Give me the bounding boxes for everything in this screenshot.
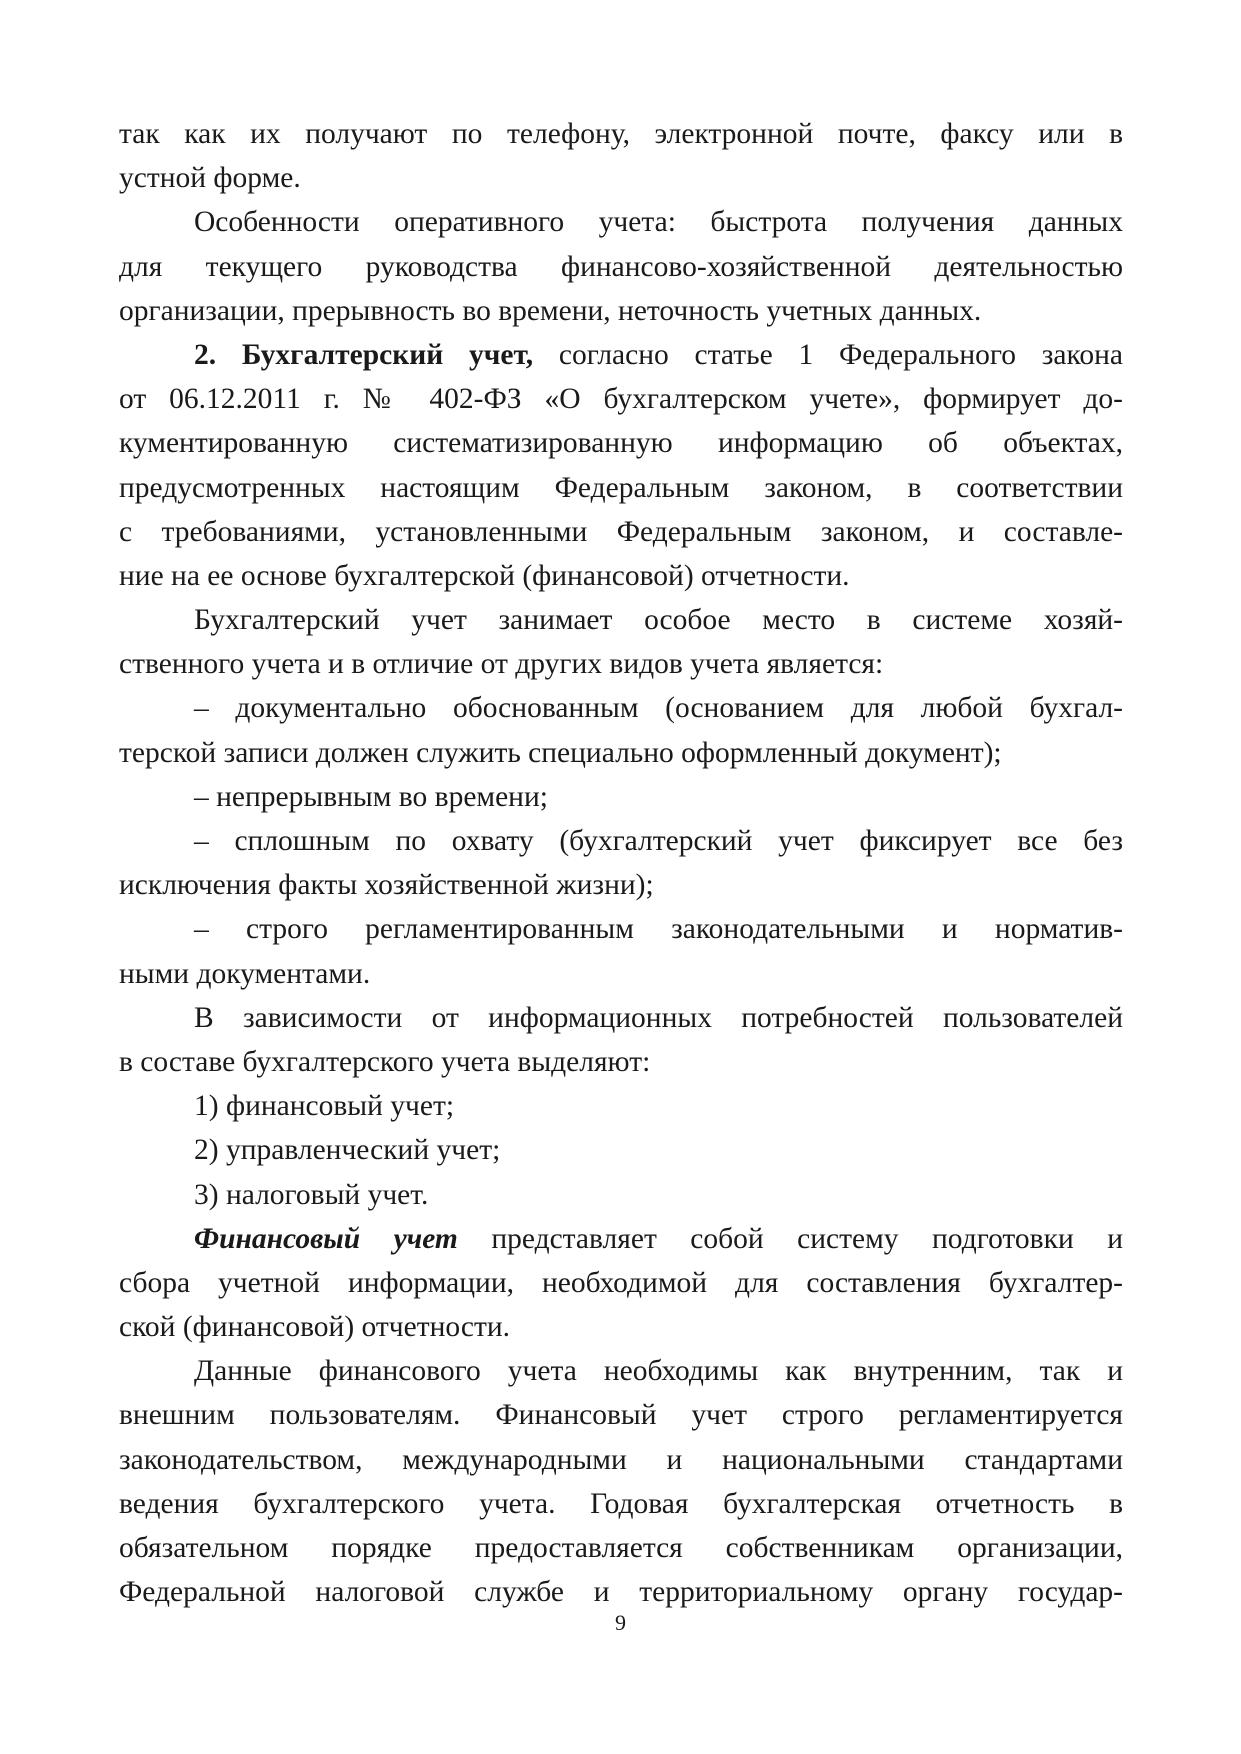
text-line	[119, 1217, 1123, 1261]
text-line: внешним пользователям. Финансовый учет строго регламентируется	[119, 1399, 1123, 1432]
text-line: Бухгалтерский учет занимает особое место в системе хозяй-	[194, 604, 1123, 637]
text-line: терской записи должен служить специально оформленный документ);	[119, 736, 1002, 769]
text-line: ными документами.	[119, 957, 371, 990]
text-line: ведения бухгалтерского учета. Годовая бухгалтерская отчетность в	[119, 1487, 1123, 1520]
page-number: 9	[615, 1610, 626, 1635]
text-line: ской (финансовой) отчетности.	[119, 1311, 511, 1344]
text-line	[119, 333, 1123, 377]
numbered-item: 1) финансовый учет;	[194, 1090, 455, 1123]
text-line: устной форме.	[119, 162, 301, 195]
text-line: предусмотренных настоящим Федеральным законом, в соответствии	[119, 471, 1123, 504]
list-item-line: – документально обоснованным (основанием для любой бухгал-	[194, 692, 1123, 725]
list-item-line: – сплошным по охвату (бухгалтерский учет фиксирует все без	[194, 825, 1123, 857]
text-line: от 06.12.2011 г. № 402-ФЗ «О бухгалтерском учете», формирует до-	[119, 383, 1123, 416]
text-line: Особенности оперативного учета: быстрота получения данных	[194, 206, 1123, 239]
bold-italic-term: Финансовый учет	[194, 1222, 458, 1255]
page-body	[119, 112, 1123, 1614]
list-item-line: – непрерывным во времени;	[194, 780, 548, 813]
text-line: законодательством, международными и национальными стандартами	[119, 1443, 1123, 1476]
list-item-line: – строго регламентированным законодательными и норматив-	[194, 913, 1123, 946]
text-line: в составе бухгалтерского учета выделяют:	[119, 1045, 651, 1078]
numbered-item: 2) управленческий учет;	[194, 1134, 501, 1167]
text-line: сбора учетной информации, необходимой для составления бухгалтер-	[119, 1266, 1123, 1299]
text-line: обязательном порядке предоставляется собственникам организации,	[119, 1532, 1123, 1564]
text-line: с требованиями, установленными Федеральным законом, и составле-	[119, 515, 1123, 548]
text-line: для текущего руководства финансово-хозяйственной деятельностью	[119, 250, 1123, 283]
text-run: представляет собой систему подготовки и	[457, 1222, 1123, 1255]
text-line: ние на ее основе бухгалтерской (финансовой) отчетности.	[119, 559, 850, 592]
text-line: Данные финансового учета необходимы как внутренним, так и	[194, 1355, 1123, 1388]
text-line: кументированную систематизированную информацию об объектах,	[119, 427, 1123, 460]
text-line: исключения факты хозяйственной жизни);	[119, 869, 654, 902]
text-line: В зависимости от информационных потребностей пользователей	[194, 1001, 1123, 1034]
text-line: организации, прерывность во времени, неточность учетных данных.	[119, 294, 982, 327]
text-run: согласно статье 1 Федерального закона	[533, 338, 1123, 371]
text-line: так как их получают по телефону, электронной почте, факсу или в	[119, 118, 1123, 150]
text-line: ственного учета и в отличие от других видов учета является:	[119, 648, 884, 681]
bold-term: 2. Бухгалтерский учет,	[194, 338, 534, 371]
numbered-item: 3) налоговый учет.	[194, 1178, 429, 1211]
text-line: Федеральной налоговой службе и территориальному органу государ-	[119, 1576, 1123, 1609]
